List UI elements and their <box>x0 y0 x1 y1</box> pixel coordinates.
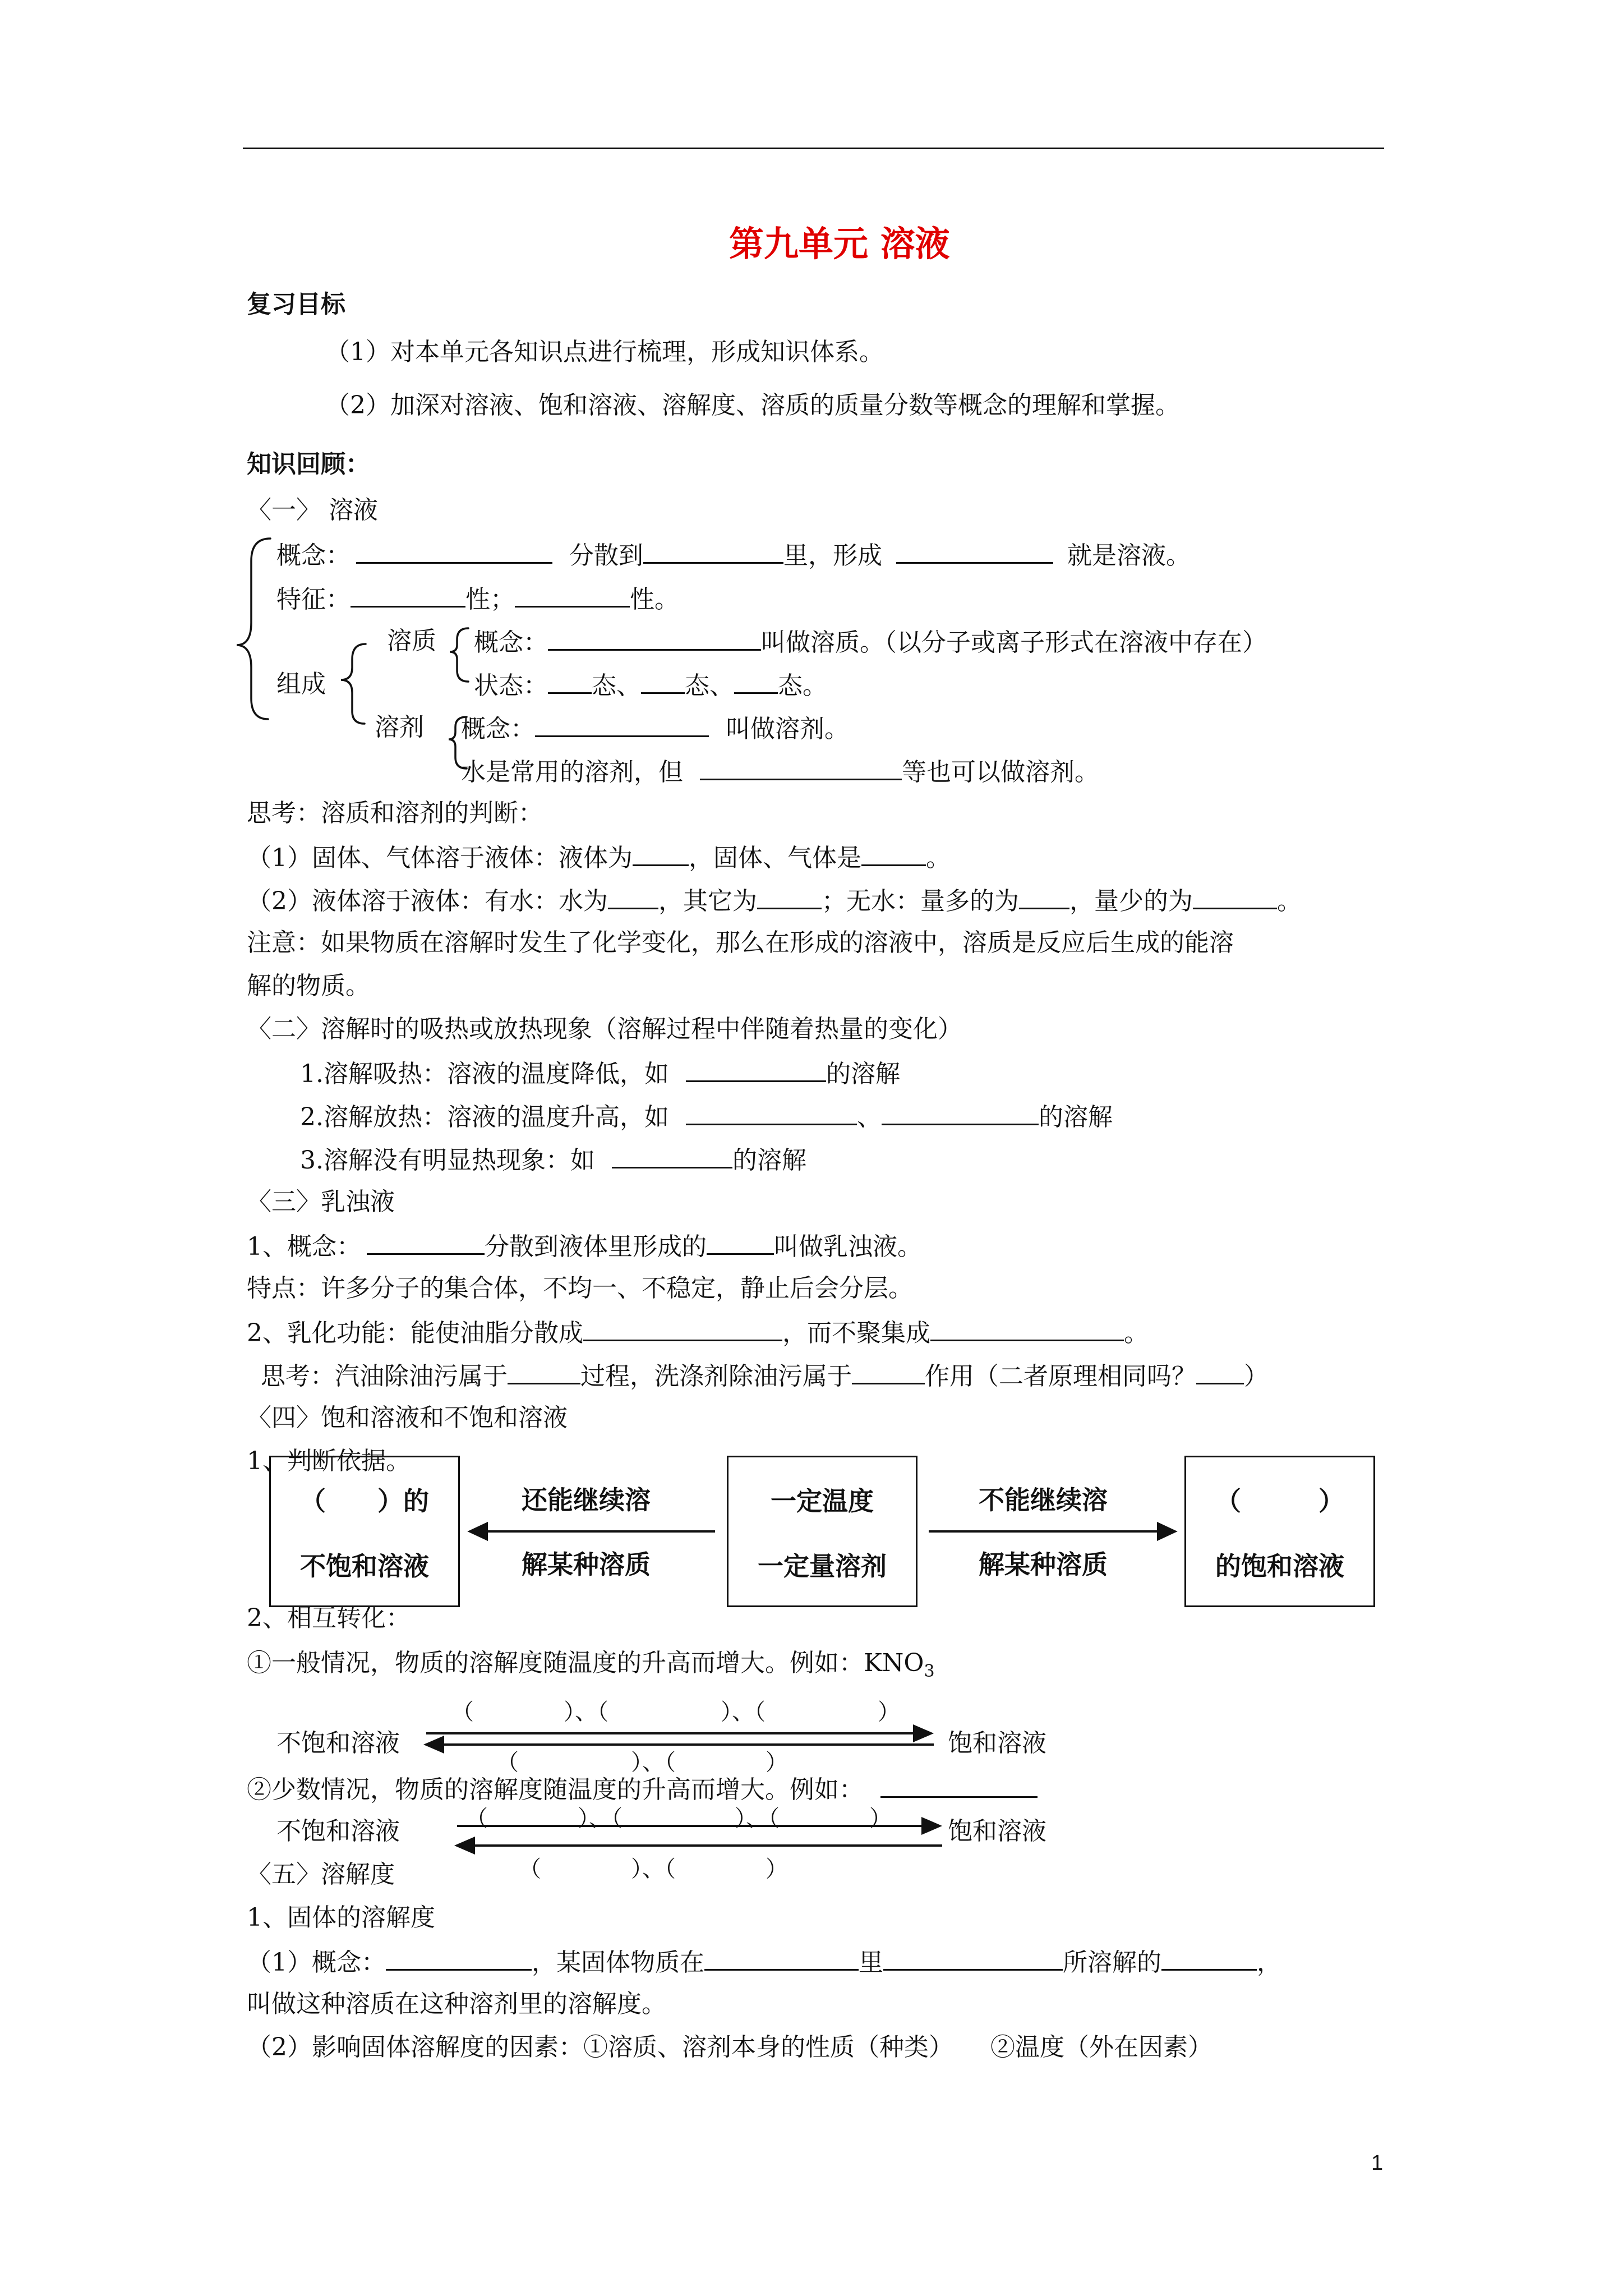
text: 态、 <box>592 671 641 700</box>
text: ，其它为 <box>658 887 757 915</box>
text: ， <box>1257 1948 1281 1977</box>
goal-item: （2）加深对溶液、饱和溶液、溶解度、溶质的质量分数等概念的理解和掌握。 <box>325 391 1180 420</box>
label: 特征： <box>276 585 351 614</box>
text: 作用（二者原理相同吗？ <box>925 1362 1196 1391</box>
text: ，某固体物质在 <box>532 1948 704 1977</box>
text: 态。 <box>778 671 827 700</box>
arrow-left-label: 解某种溶质 <box>522 1549 651 1580</box>
text: 就是溶液。 <box>1067 541 1191 570</box>
label: 概念： <box>474 628 548 657</box>
think-heading: 思考：溶质和溶剂的判断： <box>247 799 543 827</box>
section-heading: 〈一〉 溶液 <box>247 496 378 524</box>
box-line: 一定量溶剂 <box>758 1551 887 1581</box>
unsat-label: 不饱和溶液 <box>276 1817 400 1846</box>
text: 叫做溶剂。 <box>726 715 849 743</box>
text: ②少数情况，物质的溶解度随温度的升高而增大。例如： <box>247 1775 864 1804</box>
text: 2、乳化功能：能使油脂分散成 <box>247 1319 583 1347</box>
section-heading: 〈二〉溶解时的吸热或放热现象（溶解过程中伴随着热量的变化） <box>247 1015 962 1043</box>
arrowhead <box>914 1726 931 1741</box>
blank <box>704 1944 859 1971</box>
sat-label: 饱和溶液 <box>948 1817 1046 1846</box>
arrowhead <box>426 1737 443 1752</box>
text: 性。 <box>630 585 679 614</box>
text: 1、概念： <box>247 1232 361 1261</box>
text: 分散到液体里形成的 <box>485 1232 707 1261</box>
text: 等也可以做溶剂。 <box>902 758 1099 786</box>
arrow-right-label: 不能继续溶 <box>979 1485 1108 1515</box>
text: （2）液体溶于液体：有水：水为 <box>247 887 608 915</box>
text: 、 <box>856 1103 882 1131</box>
text: ；无水：量多的为 <box>822 887 1019 915</box>
text: 过程，洗涤剂除油污属于 <box>580 1362 852 1391</box>
arrowhead <box>470 1524 487 1539</box>
text: ，量少的为 <box>1069 887 1193 915</box>
solute-label: 溶质 <box>387 627 436 655</box>
arrowhead <box>923 1819 939 1833</box>
solubility-line-2: 叫做这种溶质在这种溶剂里的溶解度。 <box>247 1990 666 2018</box>
text: 分散到 <box>569 541 643 570</box>
text: 2.溶解放热：溶液的温度升高，如 <box>300 1103 669 1131</box>
text: 的溶解 <box>826 1060 900 1088</box>
arrow-right-label: 解某种溶质 <box>979 1549 1108 1580</box>
text: 1.溶解吸热：溶液的温度降低，如 <box>300 1060 669 1088</box>
blank <box>1161 1944 1257 1971</box>
note-line: 注意：如果物质在溶解时发生了化学变化，那么在形成的溶液中，溶质是反应后生成的能溶 <box>247 928 1234 957</box>
text: 。 <box>1124 1319 1149 1347</box>
section-heading: 〈五〉溶解度 <box>247 1860 395 1889</box>
composition-label: 组成 <box>276 670 326 698</box>
review-heading: 知识回顾： <box>247 450 370 478</box>
text: ） <box>1244 1362 1269 1391</box>
conv2-bottom-labels: （ ）、（ ） <box>519 1856 788 1882</box>
arrowhead <box>457 1838 474 1853</box>
basis-label: 1、判断依据。 <box>247 1447 411 1475</box>
blank <box>386 1944 532 1971</box>
emulsion-line-2: 特点：许多分子的集合体，不均一、不稳定，静止后会分层。 <box>247 1274 913 1303</box>
text: 的溶解 <box>1038 1103 1113 1131</box>
label: 概念： <box>461 715 535 743</box>
solubility-line-3: （2）影响固体溶解度的因素：①溶质、溶剂本身的性质（种类） ②温度（外在因素） <box>247 2033 1212 2062</box>
goal-item: （1）对本单元各知识点进行梳理，形成知识体系。 <box>325 338 884 366</box>
text: 所溶解的 <box>1063 1948 1161 1977</box>
text: 思考：汽油除油污属于 <box>261 1362 508 1391</box>
text: （1）概念： <box>247 1948 386 1977</box>
text: 3.溶解没有明显热现象：如 <box>300 1146 595 1175</box>
box-line: 的饱和溶液 <box>1215 1551 1344 1581</box>
conversion-label: 2、相互转化： <box>247 1604 411 1632</box>
section-heading: 〈三〉乳浊液 <box>247 1188 395 1216</box>
text: ，而不聚集成 <box>782 1319 930 1347</box>
text: 里，形成 <box>783 541 882 570</box>
note-line: 解的物质。 <box>247 972 370 1000</box>
text: 叫做乳浊液。 <box>774 1232 922 1261</box>
goals-heading: 复习目标 <box>247 290 345 319</box>
text: 水是常用的溶剂，但 <box>461 758 683 786</box>
text: 。 <box>1277 887 1302 915</box>
box-line: （ ）的 <box>300 1486 429 1516</box>
text: 性； <box>465 585 515 614</box>
box-line: 一定温度 <box>771 1486 874 1516</box>
text: （1）固体、气体溶于液体：液体为 <box>247 844 633 872</box>
blank <box>883 1944 1063 1971</box>
conv2-top-labels: （ ）、（ ）、（ ） <box>465 1806 892 1832</box>
box-line: 不饱和溶液 <box>300 1551 429 1581</box>
text: 态、 <box>685 671 734 700</box>
page-title: 第九单元 溶液 <box>729 223 950 264</box>
sat-label: 饱和溶液 <box>948 1729 1046 1757</box>
conv1-top-labels: （ ）、（ ）、（ ） <box>451 1699 900 1725</box>
text: ①一般情况，物质的溶解度随温度的升高而增大。例如：KNO <box>247 1649 924 1677</box>
subsection-heading: 1、固体的溶解度 <box>247 1903 435 1932</box>
conv1-bottom-labels: （ ）、（ ） <box>496 1750 788 1775</box>
solvent-label: 溶剂 <box>375 713 424 742</box>
text: ，固体、气体是 <box>689 844 861 872</box>
box-line: （ ） <box>1215 1486 1344 1516</box>
text: 里 <box>859 1948 883 1977</box>
arrow-left-label: 还能继续溶 <box>522 1485 651 1515</box>
text: 叫做溶质。（以分子或离子形式在溶液中存在） <box>761 628 1267 657</box>
text: 。 <box>926 844 951 872</box>
arrowhead <box>1158 1524 1175 1539</box>
solubility-line-1 <box>247 1944 1281 1980</box>
label: 概念： <box>276 541 351 570</box>
text: 的溶解 <box>732 1146 806 1175</box>
page-number: 1 <box>1371 2151 1384 2175</box>
unsat-label: 不饱和溶液 <box>276 1729 400 1757</box>
label: 状态： <box>474 671 548 700</box>
section-heading: 〈四〉饱和溶液和不饱和溶液 <box>247 1404 568 1432</box>
subscript: 3 <box>924 1661 935 1681</box>
